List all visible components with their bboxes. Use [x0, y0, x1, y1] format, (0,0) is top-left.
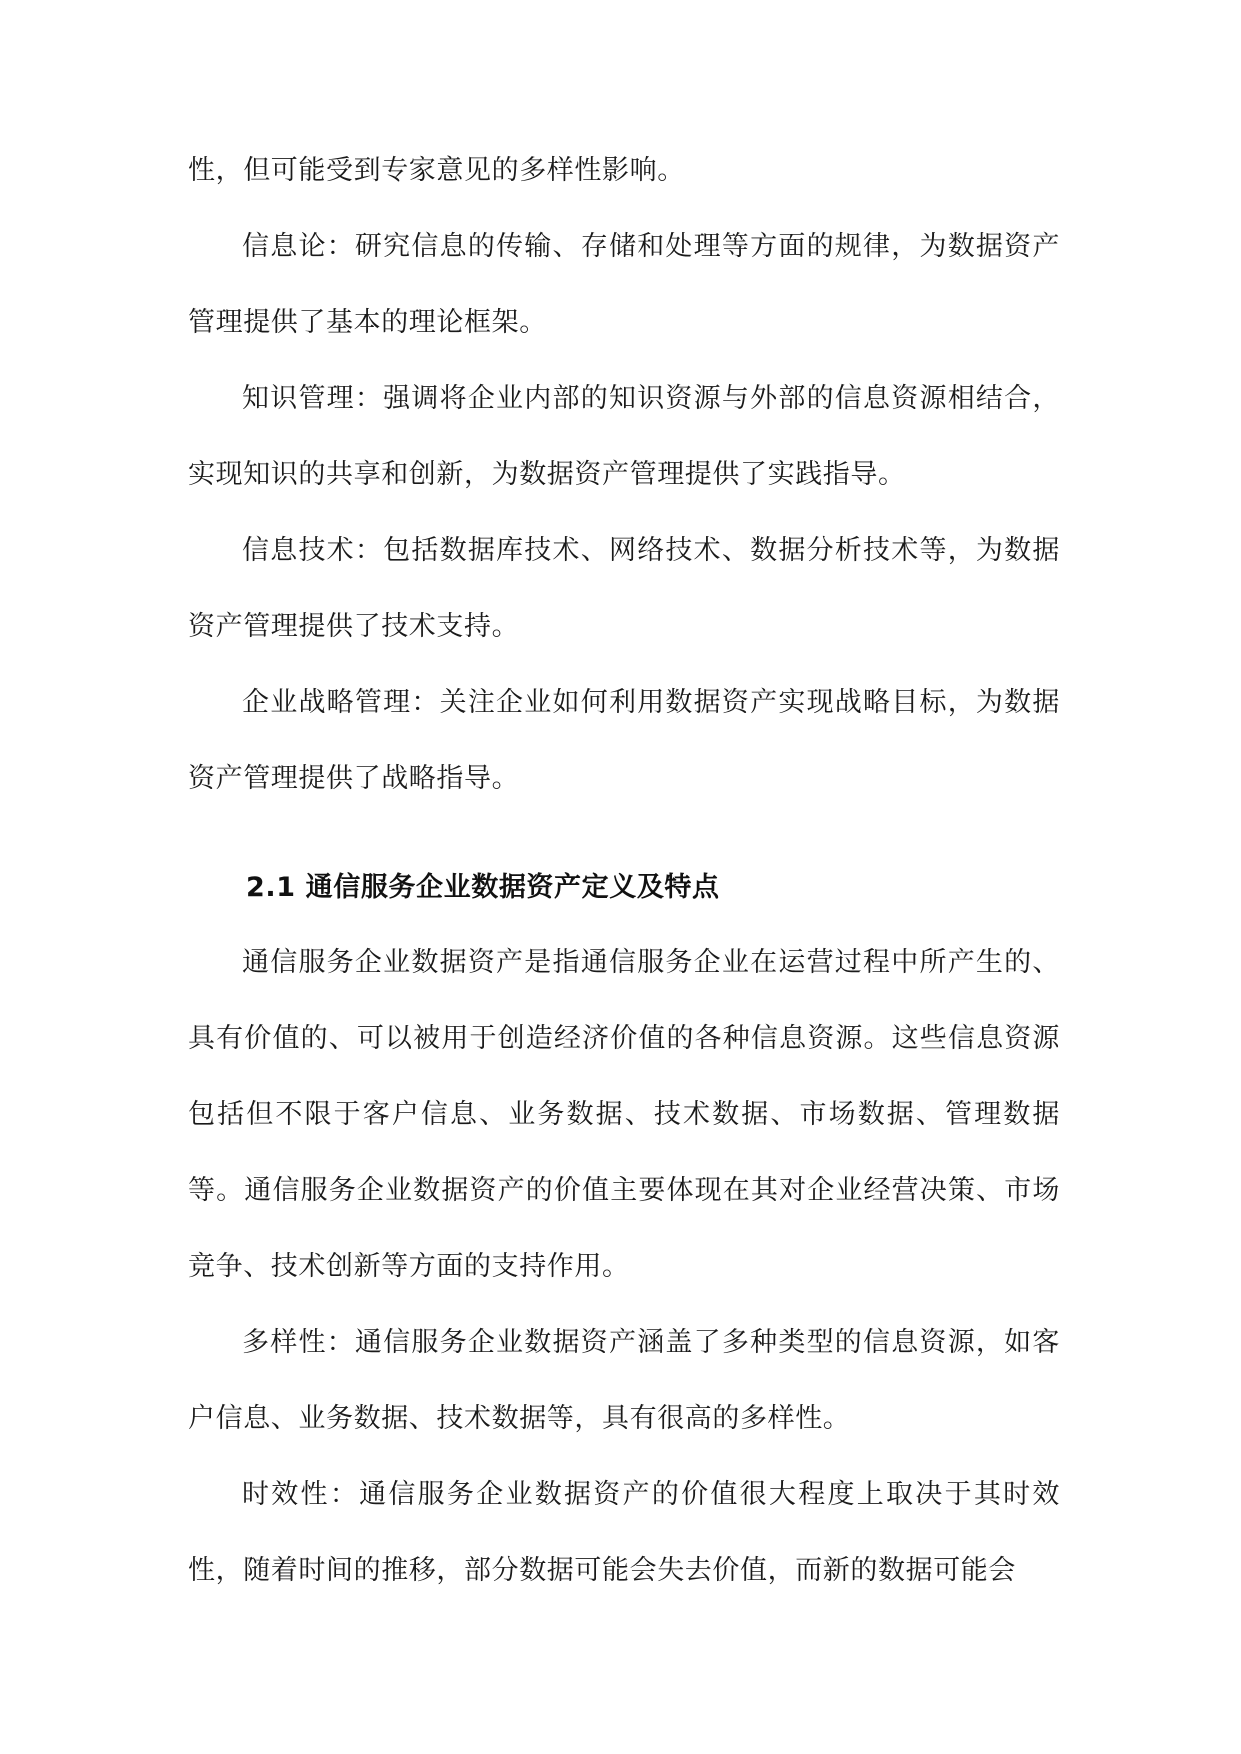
- body-text-section-a: [188, 133, 1060, 817]
- paragraph-timeliness: 时效性：通信服务企业数据资产的价值很大程度上取决于其时效性，随着时间的推移，部分数据可能会失去价值，而新的数据可能会: [188, 1479, 1060, 1586]
- paragraph-continuation: 性，但可能受到专家意见的多样性影响。: [188, 155, 685, 186]
- paragraph-information-technology: 信息技术：包括数据库技术、网络技术、数据分析技术等，为数据资产管理提供了技术支持。: [188, 535, 1060, 642]
- paragraph-diversity: 多样性：通信服务企业数据资产涵盖了多种类型的信息资源，如客户信息、业务数据、技术数据等，具有很高的多样性。: [188, 1327, 1060, 1434]
- section-heading: 2.1 通信服务企业数据资产定义及特点: [246, 872, 720, 903]
- body-text-section-b: [188, 925, 1060, 1609]
- paragraph-information-theory: 信息论：研究信息的传输、存储和处理等方面的规律，为数据资产管理提供了基本的理论框架。: [188, 231, 1060, 338]
- paragraph-knowledge-management: 知识管理：强调将企业内部的知识资源与外部的信息资源相结合，实现知识的共享和创新，为数据资产管理提供了实践指导。: [188, 383, 1060, 490]
- paragraph-definition: 通信服务企业数据资产是指通信服务企业在运营过程中所产生的、具有价值的、可以被用于创造经济价值的各种信息资源。这些信息资源包括但不限于客户信息、业务数据、技术数据、市场数据、管理数据等。通信服务企业数据资产的价值主要体现在其对企业经营决策、市场竞争、技术创新等方面的支持作用。: [188, 947, 1060, 1282]
- paragraph-strategy-management: 企业战略管理：关注企业如何利用数据资产实现战略目标，为数据资产管理提供了战略指导。: [188, 687, 1060, 794]
